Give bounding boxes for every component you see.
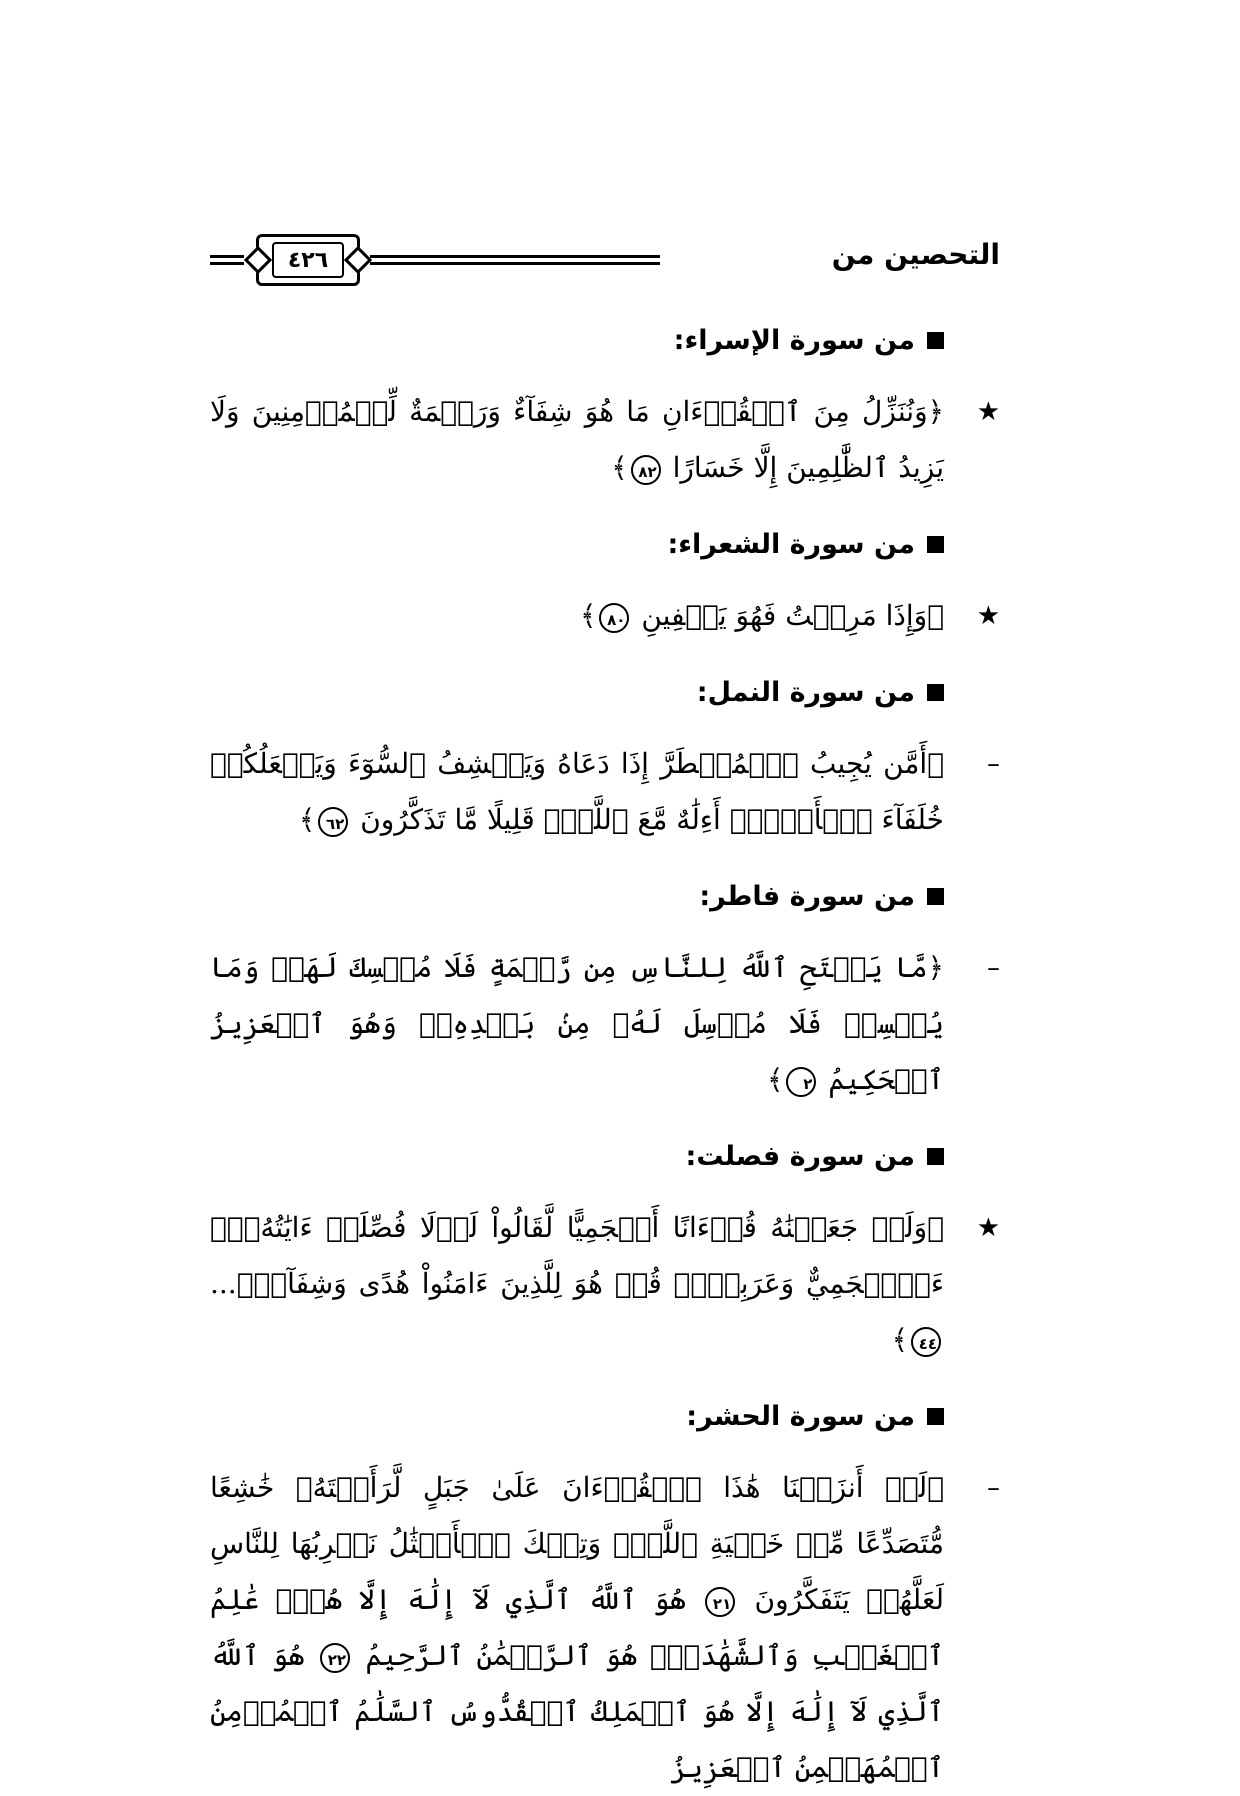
square-bullet-icon <box>927 1408 944 1425</box>
ayah-number: ٨٢ <box>631 455 661 485</box>
book-title: التحصين من <box>831 238 1000 271</box>
ayah-number: ٦٢ <box>318 807 348 837</box>
ayah-number: ٢٢ <box>320 1643 350 1673</box>
section-heading <box>210 874 944 918</box>
square-bullet-icon <box>927 332 944 349</box>
dash-marker: – <box>987 953 1000 983</box>
verse-text: ﴿لَوۡ أَنزَلۡنَا هَٰذَا ٱلۡقُرۡءَانَ عَلَىٰ جَبَلٍ لَّرَأَيۡتَهُۥ خَٰشِعًا مُّتَصَدِّعًا مِّنۡ خَشۡيَةِ ٱللَّهِۚ وَتِلۡكَ ٱلۡأَمۡثَٰلُ نَضۡرِبُهَا لِلنَّاسِ لَعَلَّهُمۡ يَتَفَكَّرُونَ <box>210 1471 944 1616</box>
verse-text: ﴿وَإِذَا مَرِضۡتُ فَهُوَ يَشۡفِينِ <box>641 599 944 632</box>
section-title: من سورة الإسراء: <box>673 324 915 356</box>
verse-block <box>210 1460 1000 1796</box>
section-title: من سورة الشعراء: <box>667 528 915 560</box>
verse-block <box>210 940 1000 1108</box>
verse-closing-bracket: ﴾ <box>298 803 316 836</box>
page-content <box>210 318 1000 1796</box>
section-heading <box>210 1134 944 1178</box>
verse-closing-bracket: ﴾ <box>767 1063 784 1096</box>
square-bullet-icon <box>927 1148 944 1165</box>
ayah-number: ٤٤ <box>911 1327 941 1357</box>
verse-closing-bracket: ﴾ <box>891 1323 908 1356</box>
running-header <box>210 230 1000 290</box>
star-icon: ★ <box>976 1213 1000 1243</box>
section-title: من سورة النمل: <box>696 676 915 708</box>
section-heading <box>210 1394 944 1438</box>
section-title: من سورة الحشر: <box>686 1400 915 1432</box>
verse-block <box>210 736 1000 848</box>
verse-block <box>210 1200 1000 1368</box>
verse-text: هُوَ ٱللَّهُ ٱلَّذِي لَآ إِلَٰهَ إِلَّا هُوَ ٱلۡمَلِكُ ٱلۡقُدُّوسُ ٱلسَّلَٰمُ ٱلۡمُؤۡمِنُ ٱلۡمُهَيۡمِنُ ٱلۡعَزِيزُ <box>210 1639 944 1784</box>
ayah-number: ٨٠ <box>599 603 629 633</box>
verse-text: هُوَ ٱللَّهُ ٱلَّذِي لَآ إِلَٰهَ إِلَّا هُوَۖ عَٰلِمُ ٱلۡغَيۡبِ وَٱلشَّهَٰدَةِۖ هُوَ ٱلرَّحۡمَٰنُ ٱلرَّحِيمُ <box>210 1583 944 1672</box>
star-icon: ★ <box>976 601 1000 631</box>
square-bullet-icon <box>927 684 944 701</box>
section-heading <box>210 670 944 714</box>
dash-marker: – <box>987 1473 1000 1503</box>
verse-text: ﴿وَلَوۡ جَعَلۡنَٰهُ قُرۡءَانًا أَعۡجَمِيًّا لَّقَالُواْ لَوۡلَا فُصِّلَتۡ ءَايَٰتُهُۥٓۖ ءَا۬عۡجَمِيٌّ وَعَرَبِيٌّۗ قُلۡ هُوَ لِلَّذِينَ ءَامَنُواْ هُدًى وَشِفَآءٌۖ... <box>210 1211 944 1300</box>
page-number-badge <box>256 234 360 286</box>
verse-block <box>210 588 1000 644</box>
verse-text: ﴿مَّا يَفۡتَحِ ٱللَّهُ لِلنَّاسِ مِن رَّحۡمَةٍ فَلَا مُمۡسِكَ لَهَاۖ وَمَا يُمۡسِكۡ فَلَا مُرۡسِلَ لَهُۥ مِنۢ بَعۡدِهِۦۚ وَهُوَ ٱلۡعَزِيزُ ٱلۡحَكِيمُ <box>210 951 944 1096</box>
square-bullet-icon <box>927 536 944 553</box>
square-bullet-icon <box>927 888 944 905</box>
section-heading <box>210 522 944 566</box>
section-title: من سورة فصلت: <box>685 1140 915 1172</box>
header-rule-right <box>370 255 660 265</box>
section-title: من سورة فاطر: <box>699 880 915 912</box>
star-icon: ★ <box>976 397 1000 427</box>
dash-marker: – <box>987 749 1000 779</box>
ayah-number: ٢ <box>786 1067 816 1097</box>
verse-closing-bracket: ﴾ <box>580 599 597 632</box>
verse-block <box>210 384 1000 496</box>
header-rule-left <box>210 255 244 265</box>
page-number: ٤٢٦ <box>272 242 344 278</box>
verse-text: ﴿أَمَّن يُجِيبُ ٱلۡمُضۡطَرَّ إِذَا دَعَاهُ وَيَكۡشِفُ ٱلسُّوٓءَ وَيَجۡعَلُكُمۡ خُلَفَآءَ ٱلۡأَرۡضِۗ أَءِلَٰهٌ مَّعَ ٱللَّهِۚ قَلِيلًا مَّا تَذَكَّرُونَ <box>210 747 944 836</box>
ayah-number: ٢١ <box>705 1587 735 1617</box>
section-heading <box>210 318 944 362</box>
verse-closing-bracket: ﴾ <box>611 451 628 484</box>
verse-text: ﴿وَنُنَزِّلُ مِنَ ٱلۡقُرۡءَانِ مَا هُوَ شِفَآءٌ وَرَحۡمَةٌ لِّلۡمُؤۡمِنِينَ وَلَا يَزِيدُ ٱلظَّٰلِمِينَ إِلَّا خَسَارًا <box>210 395 944 484</box>
